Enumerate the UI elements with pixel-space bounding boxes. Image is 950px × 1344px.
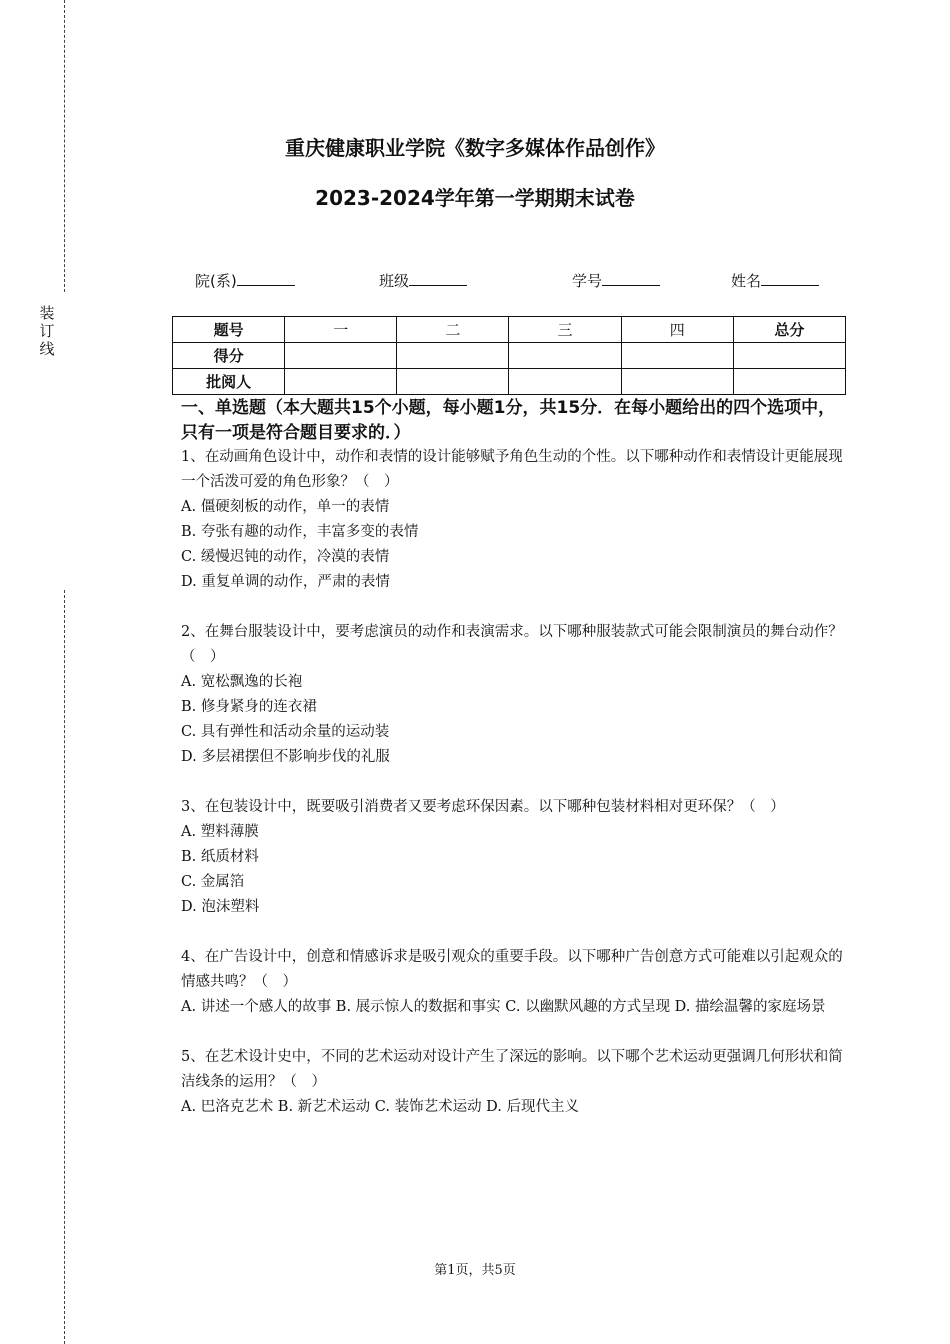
grader-cell[interactable]	[397, 369, 509, 395]
grader-row	[173, 369, 846, 395]
grader-cell[interactable]	[285, 369, 397, 395]
binding-label	[37, 304, 57, 358]
student-id-label: 学号	[572, 272, 603, 290]
page-number: 第1页，共5页	[434, 1263, 516, 1278]
grader-cell[interactable]	[509, 369, 621, 395]
score-table-header-cell: 题号	[173, 317, 285, 343]
student-info-row	[0, 270, 950, 292]
answer-option: B. 纸质材料	[181, 849, 259, 865]
score-table-header-cell: 一	[285, 317, 397, 343]
binding-char: 线	[39, 340, 55, 358]
answer-option: B. 修身紧身的连衣裙	[181, 699, 317, 715]
question-3	[181, 795, 843, 920]
department-label: 院(系)	[195, 272, 237, 290]
class-blank[interactable]	[409, 270, 467, 286]
question-1	[181, 445, 843, 595]
score-table-header-row	[173, 317, 846, 343]
class-label: 班级	[379, 272, 410, 290]
binding-dashed-line-bottom	[64, 590, 65, 1344]
score-cell[interactable]	[509, 343, 621, 369]
student-id-field[interactable]	[572, 270, 660, 291]
answer-options-inline: A. 巴洛克艺术 B. 新艺术运动 C. 装饰艺术运动 D. 后现代主义	[181, 1099, 580, 1115]
answer-option: A. 僵硬刻板的动作，单一的表情	[181, 499, 390, 515]
grader-cell[interactable]	[621, 369, 733, 395]
binding-char: 装	[39, 304, 55, 322]
answer-option: D. 重复单调的动作，严肃的表情	[181, 574, 390, 590]
answer-option: C. 具有弹性和活动余量的运动装	[181, 724, 390, 740]
score-table-header-cell: 四	[621, 317, 733, 343]
question-4	[181, 945, 843, 1020]
student-id-blank[interactable]	[602, 270, 660, 286]
name-field[interactable]	[731, 270, 819, 291]
grader-row-label: 批阅人	[173, 369, 285, 395]
answer-option: D. 多层裙摆但不影响步伐的礼服	[181, 749, 390, 765]
question-2	[181, 620, 843, 770]
answer-options-inline: A. 讲述一个感人的故事 B. 展示惊人的数据和事实 C. 以幽默风趣的方式呈现 D. 描绘温馨的家庭场景	[181, 999, 826, 1015]
answer-option: C. 金属箔	[181, 874, 245, 890]
department-blank[interactable]	[237, 270, 295, 286]
binding-char: 订	[39, 322, 55, 340]
section-1-heading: 一、单选题（本大题共15个小题，每小题1分，共15分．在每小题给出的四个选项中，只有一项是符合题目要求的．）	[181, 398, 836, 443]
score-table-header-cell: 总分	[733, 317, 845, 343]
question-stem: 5、在艺术设计史中，不同的艺术运动对设计产生了深远的影响。以下哪个艺术运动更强调几何形状和简洁线条的运用？（ ）	[181, 1049, 843, 1090]
answer-option: D. 泡沫塑料	[181, 899, 260, 915]
question-list	[181, 445, 843, 1145]
score-table-header-cell: 三	[509, 317, 621, 343]
score-cell[interactable]	[621, 343, 733, 369]
score-table	[172, 316, 846, 395]
score-cell[interactable]	[733, 343, 845, 369]
score-row-label: 得分	[173, 343, 285, 369]
question-5	[181, 1045, 843, 1120]
answer-option: B. 夸张有趣的动作，丰富多变的表情	[181, 524, 419, 540]
answer-option: A. 塑料薄膜	[181, 824, 259, 840]
question-stem: 3、在包装设计中，既要吸引消费者又要考虑环保因素。以下哪种包装材料相对更环保？（ ）	[181, 799, 785, 815]
answer-option: A. 宽松飘逸的长袍	[181, 674, 303, 690]
name-blank[interactable]	[761, 270, 819, 286]
question-stem: 2、在舞台服装设计中，要考虑演员的动作和表演需求。以下哪种服装款式可能会限制演员的舞台动作？（ ）	[181, 624, 843, 665]
answer-option: C. 缓慢迟钝的动作，冷漠的表情	[181, 549, 390, 565]
name-label: 姓名	[731, 272, 762, 290]
question-stem: 1、在动画角色设计中，动作和表情的设计能够赋予角色生动的个性。以下哪种动作和表情设计更能展现一个活泼可爱的角色形象？（ ）	[181, 449, 843, 490]
score-table-header-cell: 二	[397, 317, 509, 343]
exam-title-line-1: 重庆健康职业学院《数字多媒体作品创作》	[285, 136, 665, 160]
score-cell[interactable]	[285, 343, 397, 369]
exam-title-line-2: 2023-2024学年第一学期期末试卷	[315, 186, 635, 210]
question-stem: 4、在广告设计中，创意和情感诉求是吸引观众的重要手段。以下哪种广告创意方式可能难以引起观众的情感共鸣？（ ）	[181, 949, 843, 990]
class-field[interactable]	[379, 270, 467, 291]
score-cell[interactable]	[397, 343, 509, 369]
department-field[interactable]	[195, 270, 295, 291]
score-row	[173, 343, 846, 369]
grader-cell[interactable]	[733, 369, 845, 395]
